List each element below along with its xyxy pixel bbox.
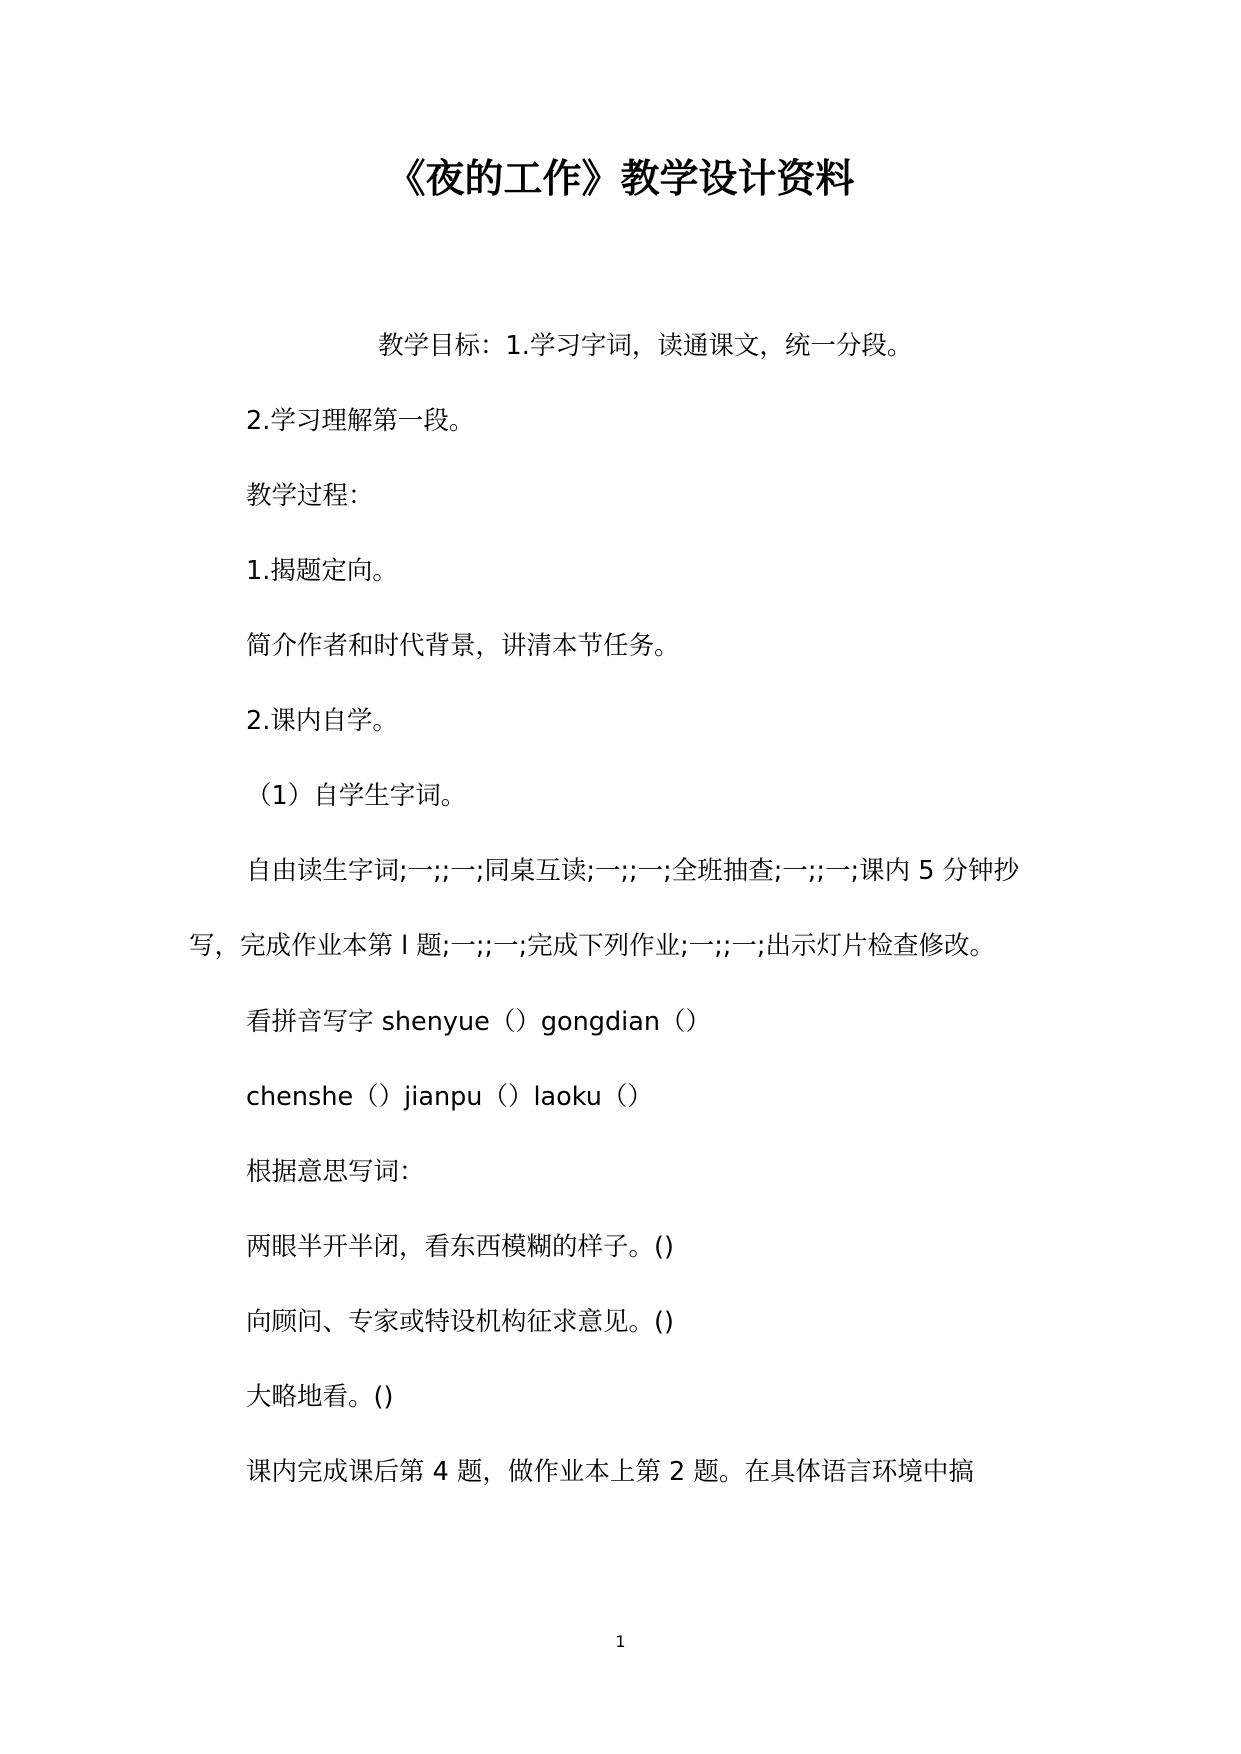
paragraph: 2.课内自学。	[246, 706, 398, 736]
paragraph: （1）自学生字词。	[246, 781, 467, 811]
paragraph-teaching-goal: 教学目标：1.学习字词，读通课文，统一分段。	[378, 331, 913, 361]
paragraph: 看拼音写字 shenyue（）gongdian（）	[246, 1007, 712, 1037]
page-title: 《夜的工作》教学设计资料	[386, 157, 855, 202]
paragraph: chenshe（）jianpu（）laoku（）	[246, 1082, 653, 1112]
paragraph: 1.揭题定向。	[246, 556, 398, 586]
paragraph: 自由读生字词;一;;一;同桌互读;一;;一;全班抽查;一;;一;课内 5 分钟抄写，完成作业本第 l 题;一;;一;完成下列作业;一;;一;出示灯片检查修改。	[189, 856, 1020, 961]
paragraph: 教学过程：	[246, 481, 374, 511]
paragraph: 根据意思写词：	[246, 1157, 425, 1187]
paragraph: 课内完成课后第 4 题，做作业本上第 2 题。在具体语言环境中搞	[246, 1457, 974, 1487]
paragraph: 简介作者和时代背景，讲清本节任务。	[246, 631, 680, 661]
paragraph: 2.学习理解第一段。	[246, 406, 475, 436]
paragraph: 向顾问、专家或特设机构征求意见。()	[246, 1307, 674, 1337]
page-number: 1	[615, 1632, 626, 1651]
document-body	[189, 326, 1054, 1527]
paragraph: 两眼半开半闭，看东西模糊的样子。()	[246, 1232, 674, 1262]
paragraph: 大略地看。()	[246, 1382, 394, 1412]
